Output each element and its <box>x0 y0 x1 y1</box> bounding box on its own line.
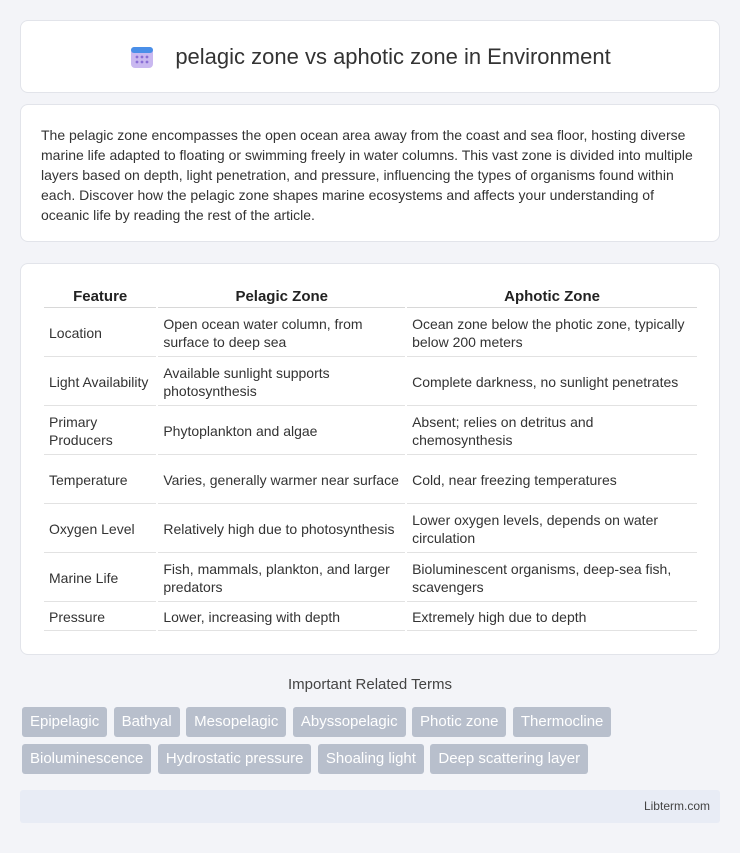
table-cell: Bioluminescent organisms, deep-sea fish, scavengers <box>407 555 697 602</box>
table-cell: Complete darkness, no sunlight penetrates <box>407 359 697 406</box>
related-terms-list <box>22 707 722 781</box>
related-term-tag[interactable]: Bioluminescence <box>22 744 151 774</box>
table-row <box>44 555 697 602</box>
table-cell: Phytoplankton and algae <box>158 408 405 455</box>
table-cell: Varies, generally warmer near surface <box>158 457 405 504</box>
calendar-icon <box>129 44 155 70</box>
table-cell: Location <box>44 310 156 357</box>
column-header: Pelagic Zone <box>158 286 405 308</box>
intro-section <box>20 104 720 242</box>
table-cell: Ocean zone below the photic zone, typically below 200 meters <box>407 310 697 357</box>
related-term-tag[interactable]: Abyssopelagic <box>293 707 406 737</box>
related-term-tag[interactable]: Epipelagic <box>22 707 107 737</box>
related-term-tag[interactable]: Mesopelagic <box>186 707 286 737</box>
table-cell: Oxygen Level <box>44 506 156 553</box>
comparison-table <box>42 284 699 633</box>
table-cell: Temperature <box>44 457 156 504</box>
table-cell: Absent; relies on detritus and chemosynthesis <box>407 408 697 455</box>
table-cell: Available sunlight supports photosynthesis <box>158 359 405 406</box>
footer <box>20 790 720 823</box>
column-header: Feature <box>44 286 156 308</box>
related-term-tag[interactable]: Bathyal <box>114 707 180 737</box>
related-term-tag[interactable]: Shoaling light <box>318 744 424 774</box>
intro-text: The pelagic zone encompasses the open ocean area away from the coast and sea floor, hosting diverse marine life adapted to floating or swimming freely in water columns. This vast zone is divided into multiple layers based on depth, light penetration, and pressure, influencing the types of organisms found within each. Discover how the pelagic zone shapes marine ecosystems and affects your understanding of oceanic life by reading the rest of the article. <box>41 127 693 223</box>
page-title: pelagic zone vs aphotic zone in Environment <box>175 43 611 69</box>
table-row <box>44 359 697 406</box>
column-header: Aphotic Zone <box>407 286 697 308</box>
related-term-tag[interactable]: Photic zone <box>412 707 506 737</box>
table-cell: Extremely high due to depth <box>407 604 697 631</box>
related-term-tag[interactable]: Deep scattering layer <box>430 744 588 774</box>
table-row <box>44 457 697 504</box>
comparison-table-card <box>20 263 720 655</box>
table-cell: Cold, near freezing temperatures <box>407 457 697 504</box>
table-row <box>44 604 697 631</box>
table-cell: Relatively high due to photosynthesis <box>158 506 405 553</box>
footer-brand-link[interactable]: Libterm.com <box>643 799 710 813</box>
table-cell: Open ocean water column, from surface to deep sea <box>158 310 405 357</box>
table-cell: Pressure <box>44 604 156 631</box>
related-term-tag[interactable]: Hydrostatic pressure <box>158 744 312 774</box>
table-row <box>44 506 697 553</box>
table-cell: Marine Life <box>44 555 156 602</box>
table-cell: Lower, increasing with depth <box>158 604 405 631</box>
table-cell: Fish, mammals, plankton, and larger predators <box>158 555 405 602</box>
table-cell: Primary Producers <box>44 408 156 455</box>
related-term-tag[interactable]: Thermocline <box>513 707 612 737</box>
table-cell: Lower oxygen levels, depends on water circulation <box>407 506 697 553</box>
table-cell: Light Availability <box>44 359 156 406</box>
table-row <box>44 310 697 357</box>
table-row <box>44 408 697 455</box>
related-terms-title: Important Related Terms <box>288 676 452 693</box>
page-header <box>20 20 720 93</box>
